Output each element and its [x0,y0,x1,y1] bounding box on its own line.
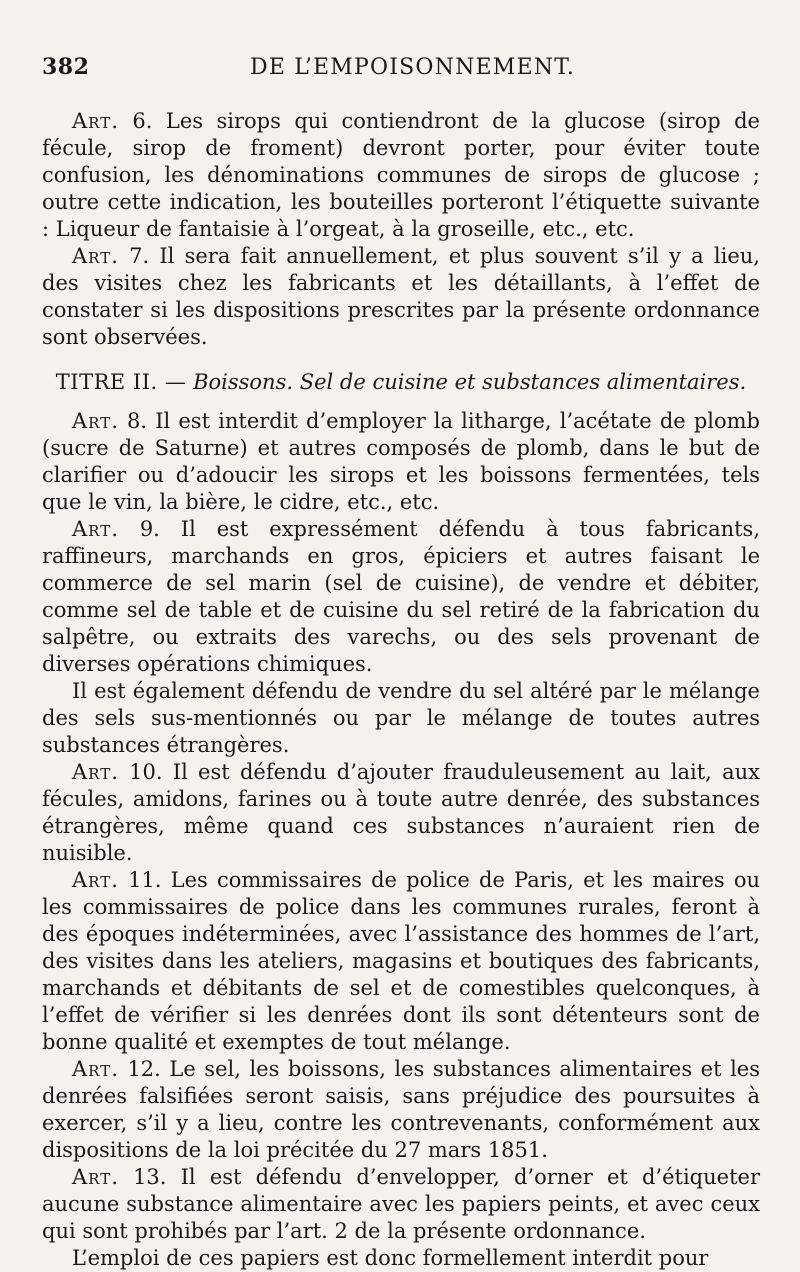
section-title [42,369,760,396]
article-text: Il est défendu d’ajouter frauduleusement au lait, aux fécules, amidons, farines ou à toute autre denrée, des substances étrangères, même quand ces substances n’auraient rien de nuisible. [42,760,760,865]
article-7 [42,243,760,351]
article-text: Les sirops qui contiendront de la glucose (sirop de fécule, sirop de froment) devront porter, pour éviter toute confusion, les dénominations communes de sirops de glucose ; outre cette indication, les bouteilles porteront l’étiquette suivante : Liqueur de fantaisie à l’orgeat, à la groseille, etc., etc. [42,109,760,241]
article-label: Art. [72,409,119,433]
article-6 [42,108,760,243]
section-label: TITRE II. — [55,370,187,394]
page-number: 382 [42,54,90,80]
article-text: Il est expressément défendu à tous fabricants, raffineurs, marchands en gros, épiciers et autres faisant le commerce de sel marin (sel de cuisine), de vendre et débiter, comme sel de table et de cuisine du sel retiré de la fabrication du salpêtre, ou extraits des varechs, ou des sels provenant de diverses opérations chimiques. [42,517,761,676]
running-title: DE L’EMPOISONNEMENT. [250,55,576,80]
article-text: Les commissaires de police de Paris, et les maires ou les commissaires de police dans les communes rurales, feront à des époques indéterminées, avec l’assistance des hommes de l’art, des visites dans les ateliers, magasins et boutiques des fabricants, marchands et débitants de sel et de comestibles quelconques, à l’effet de vérifier si les denrées dont ils sont détenteurs sont de bonne qualité et exemptes de tout mélange. [42,868,760,1054]
article-13 [42,1164,760,1245]
article-number: 11. [128,868,162,892]
article-number: 13. [133,1165,167,1189]
article-text: Le sel, les boissons, les substances alimentaires et les denrées falsifiées seront saisis, sans préjudice des poursuites à exercer, s’il y a lieu, contre les contrevenants, conformément aux dispositions de la loi précitée du 27 mars 1851. [42,1057,760,1162]
article-8 [42,408,760,516]
page-header [42,54,760,94]
paragraph-text: Il est également défendu de vendre du sel altéré par le mélange des sels sus-mentionnés ou par le mélange de toutes autres substances étrangères. [42,679,760,757]
article-text: Il est interdit d’employer la litharge, l’acétate de plomb (sucre de Saturne) et autres composés de plomb, dans le but de clarifier ou d’adoucir les sirops et les boissons fermentées, tels que le vin, la bière, le cidre, etc., etc. [42,409,760,514]
article-10 [42,759,760,867]
paragraph-text: L’emploi de ces papiers est donc formellement interdit pour [72,1246,709,1270]
article-11 [42,867,760,1056]
article-number: 9. [139,517,160,541]
article-number: 8. [127,409,148,433]
article-label: Art. [72,244,119,268]
article-label: Art. [72,517,119,541]
article-label: Art. [72,760,119,784]
article-text: Il est défendu d’envelopper, d’orner et d’étiqueter aucune substance alimentaire avec les papiers peints, et avec ceux qui sont prohibés par l’art. 2 de la présente ordonnance. [42,1165,760,1243]
article-label: Art. [72,1165,119,1189]
article-9 [42,516,760,678]
article-number: 7. [129,244,150,268]
paragraph-continuation [42,678,760,759]
article-12 [42,1056,760,1164]
article-label: Art. [72,109,119,133]
article-number: 12. [127,1057,161,1081]
article-label: Art. [72,868,119,892]
section-subject: Boissons. Sel de cuisine et substances alimentaires. [193,370,747,394]
article-number: 6. [132,109,153,133]
article-label: Art. [72,1057,119,1081]
paragraph-final [42,1245,760,1272]
article-number: 10. [129,760,163,784]
article-text: Il sera fait annuellement, et plus souvent s’il y a lieu, des visites chez les fabricants et les détaillants, à l’effet de constater si les dispositions prescrites par la présente ordonnance sont observées. [42,244,760,349]
